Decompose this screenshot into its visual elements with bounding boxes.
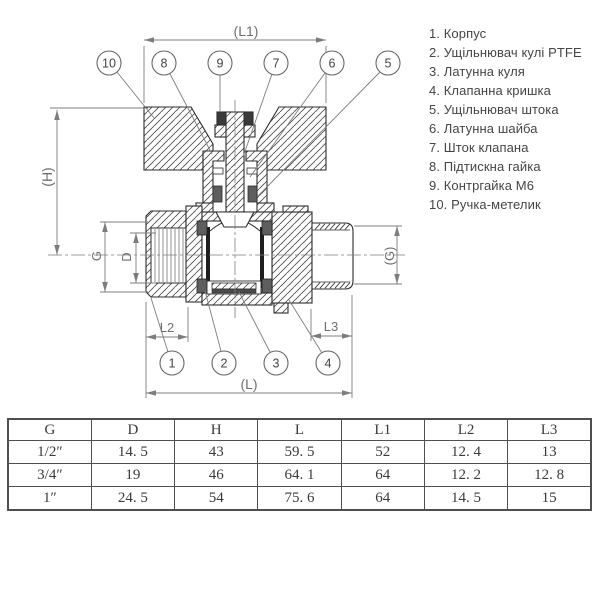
table-row bbox=[8, 441, 591, 464]
table-cell: 1″ bbox=[8, 487, 91, 511]
table-cell: 54 bbox=[175, 487, 258, 511]
table-cell: 1/2″ bbox=[8, 441, 91, 464]
body-bottom-tab bbox=[274, 303, 288, 313]
callout-4-num: 4 bbox=[324, 356, 332, 371]
brass-washer-left bbox=[213, 168, 223, 174]
callout-7-num: 7 bbox=[272, 56, 280, 71]
table-cell: 43 bbox=[175, 441, 258, 464]
dim-label-l3: L3 bbox=[323, 319, 339, 334]
table-cell: 12. 4 bbox=[424, 441, 507, 464]
table-cell: 59. 5 bbox=[258, 441, 341, 464]
part-item-9: 9. Контргайка М6 bbox=[429, 178, 535, 193]
part-item-5: 5. Ущільнювач штока bbox=[429, 102, 559, 117]
table-cell: 64 bbox=[341, 487, 424, 511]
header-cell: L2 bbox=[424, 419, 507, 441]
callout-8-num: 8 bbox=[160, 56, 168, 71]
male-thread-end bbox=[312, 223, 353, 289]
dimension-table bbox=[7, 418, 592, 511]
callout-6-num: 6 bbox=[328, 56, 336, 71]
stem-seal-right bbox=[248, 186, 257, 202]
table-cell: 14. 5 bbox=[424, 487, 507, 511]
part-item-3: 3. Латунна куля bbox=[429, 64, 525, 79]
part-item-2: 2. Ущільнювач кулі PTFE bbox=[429, 45, 582, 60]
table-cell: 24. 5 bbox=[91, 487, 174, 511]
header-cell: D bbox=[91, 419, 174, 441]
table-cell: 12. 2 bbox=[424, 464, 507, 487]
table-row bbox=[8, 487, 591, 511]
callout-10 bbox=[97, 51, 121, 75]
callout-3 bbox=[264, 351, 288, 375]
header-cell: H bbox=[175, 419, 258, 441]
callout-5 bbox=[376, 51, 400, 75]
table-cell: 64 bbox=[341, 464, 424, 487]
stem-seal-left bbox=[213, 186, 222, 202]
table-cell: 12. 8 bbox=[508, 464, 591, 487]
table-cell: 64. 1 bbox=[258, 464, 341, 487]
dim-label-l: (L) bbox=[240, 376, 258, 392]
callout-1-num: 1 bbox=[168, 356, 176, 371]
part-item-10: 10. Ручка-метелик bbox=[429, 197, 541, 212]
dim-label-g-left: G bbox=[89, 250, 104, 262]
callout-9-num: 9 bbox=[216, 56, 224, 71]
parts-list bbox=[429, 24, 597, 214]
header-cell: L bbox=[258, 419, 341, 441]
callout-10-num: 10 bbox=[102, 56, 116, 71]
part-item-8: 8. Підтискна гайка bbox=[429, 159, 541, 174]
dim-label-g-right: (G) bbox=[382, 246, 397, 266]
callout-1 bbox=[160, 351, 184, 375]
callout-6 bbox=[320, 51, 344, 75]
table-cell: 15 bbox=[508, 487, 591, 511]
table-row bbox=[8, 464, 591, 487]
bottom-seal-dark bbox=[212, 289, 256, 293]
table-cell: 3/4″ bbox=[8, 464, 91, 487]
callout-8 bbox=[152, 51, 176, 75]
table-cell: 46 bbox=[175, 464, 258, 487]
table-cell: 14. 5 bbox=[91, 441, 174, 464]
dim-label-h: (H) bbox=[39, 167, 55, 187]
table-cell: 75. 6 bbox=[258, 487, 341, 511]
header-cell: L3 bbox=[508, 419, 591, 441]
dim-label-l1: (L1) bbox=[233, 23, 259, 39]
table-cell: 13 bbox=[508, 441, 591, 464]
bonnet-body bbox=[272, 212, 312, 303]
bottom-seal-hatch bbox=[212, 283, 256, 289]
part-item-7: 7. Шток клапана bbox=[429, 140, 529, 155]
valve-section-drawing bbox=[0, 0, 430, 412]
part-item-6: 6. Латунна шайба bbox=[429, 121, 538, 136]
part-item-4: 4. Клапанна кришка bbox=[429, 83, 551, 98]
callout-5-num: 5 bbox=[384, 56, 392, 71]
part-item-1: 1. Корпус bbox=[429, 26, 487, 41]
callout-9 bbox=[208, 51, 232, 75]
dim-label-l2: L2 bbox=[159, 320, 175, 335]
dim-label-d: D bbox=[119, 252, 134, 262]
table-cell: 52 bbox=[341, 441, 424, 464]
table-header-row bbox=[8, 419, 591, 441]
callout-7 bbox=[264, 51, 288, 75]
bonnet-top-strip bbox=[283, 206, 308, 212]
valve-body-group bbox=[144, 107, 353, 313]
callout-4 bbox=[316, 351, 340, 375]
callout-2 bbox=[212, 351, 236, 375]
header-cell: G bbox=[8, 419, 91, 441]
table-cell: 19 bbox=[91, 464, 174, 487]
header-cell: L1 bbox=[341, 419, 424, 441]
female-thread-bore bbox=[151, 228, 186, 283]
bonnet-tab-right bbox=[257, 203, 274, 212]
callout-2-num: 2 bbox=[220, 356, 228, 371]
callout-3-num: 3 bbox=[272, 356, 280, 371]
